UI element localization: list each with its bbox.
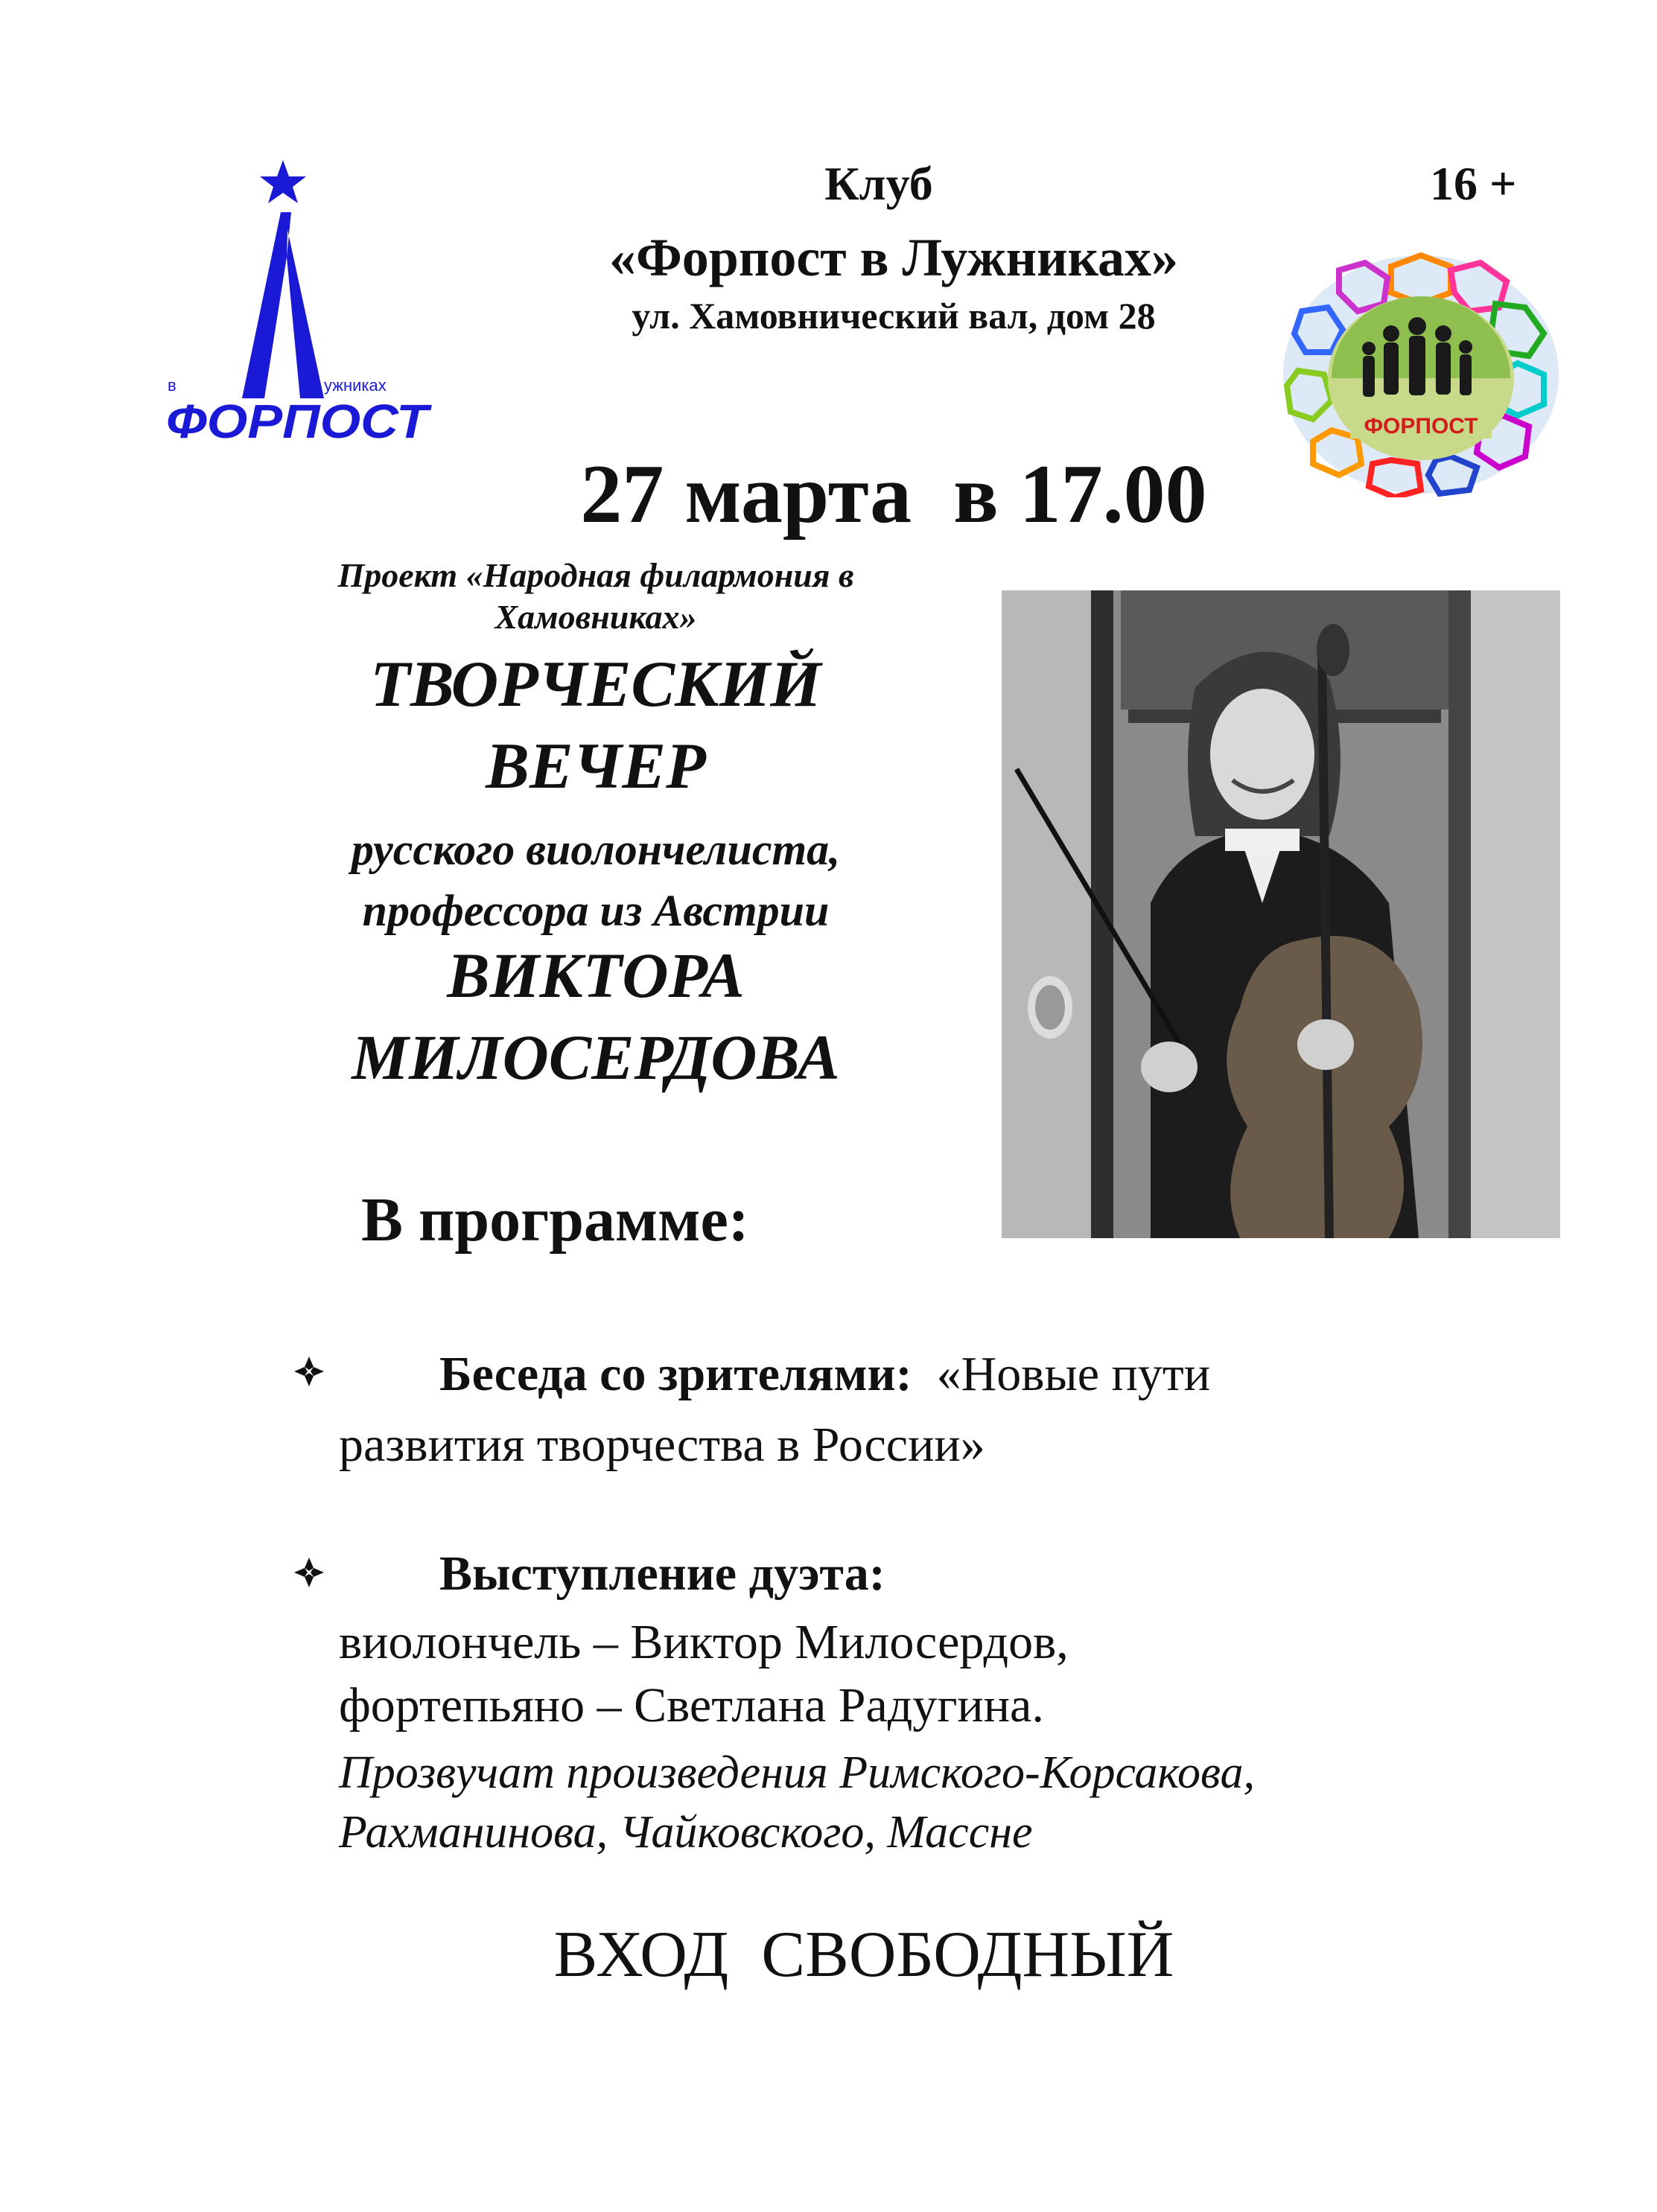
artist-line-2: МИЛОСЕРДОВА (352, 1021, 840, 1093)
forpost-luzhniki-logo (153, 153, 436, 450)
program-item-2-line-2: фортепьяно – Светлана Радугина. (339, 1678, 1044, 1733)
program-item-1-text: «Новые пути (912, 1347, 1211, 1401)
program-item-2-line-4: Рахманинова, Чайковского, Массне (339, 1807, 1033, 1858)
subtitle-line-2: профессора из Австрии (362, 886, 830, 935)
age-rating: 16 + (1430, 157, 1517, 210)
star-icon (260, 160, 306, 203)
event-date: 27 марта в 17.00 (580, 448, 1207, 541)
program-item-2-line-1: виолончель – Виктор Милосердов, (339, 1615, 1069, 1669)
diamond-bullet-icon (294, 1558, 324, 1587)
program-item-1-line-2: развития творчества в России» (339, 1418, 985, 1472)
event-title-line-1: ТВОРЧЕСКИЙ (370, 648, 821, 721)
program-item-2-title: Выступление дуэта: (439, 1546, 885, 1601)
logo-forpost-text: ФОРПОСТ (166, 395, 433, 448)
logo-small-text: ужниках (324, 376, 387, 395)
club-label: Клуб (824, 157, 933, 210)
club-name: «Форпост в Лужниках» (608, 228, 1179, 287)
project-name (223, 555, 968, 638)
event-subtitle (223, 819, 968, 941)
free-entry-notice: ВХОД СВОБОДНЫЙ (553, 1919, 1174, 1991)
logo-small-v: в (168, 376, 176, 395)
program-heading: В программе: (361, 1185, 749, 1255)
program-item-1-title: Беседа со зрителями: (439, 1347, 912, 1401)
diamond-bullet-icon (294, 1357, 324, 1386)
project-line-1: Проект «Народная филармония в (337, 556, 854, 594)
program-item-2-line-3: Прозвучат произведения Римского-Корсакова, (339, 1747, 1256, 1798)
subtitle-line-1: русского виолончелиста, (351, 825, 841, 874)
artist-name (223, 934, 968, 1098)
project-line-2: Хамовниках» (494, 598, 697, 636)
program-item-1 (439, 1340, 1631, 1409)
event-title-line-2: ВЕЧЕР (486, 730, 706, 803)
club-address: ул. Хамовнический вал, дом 28 (632, 295, 1156, 337)
cellist-photo (1002, 590, 1560, 1238)
logo-right-label: ФОРПОСТ (1364, 414, 1478, 439)
artist-line-1: ВИКТОРА (447, 940, 745, 1011)
event-title (223, 644, 968, 808)
